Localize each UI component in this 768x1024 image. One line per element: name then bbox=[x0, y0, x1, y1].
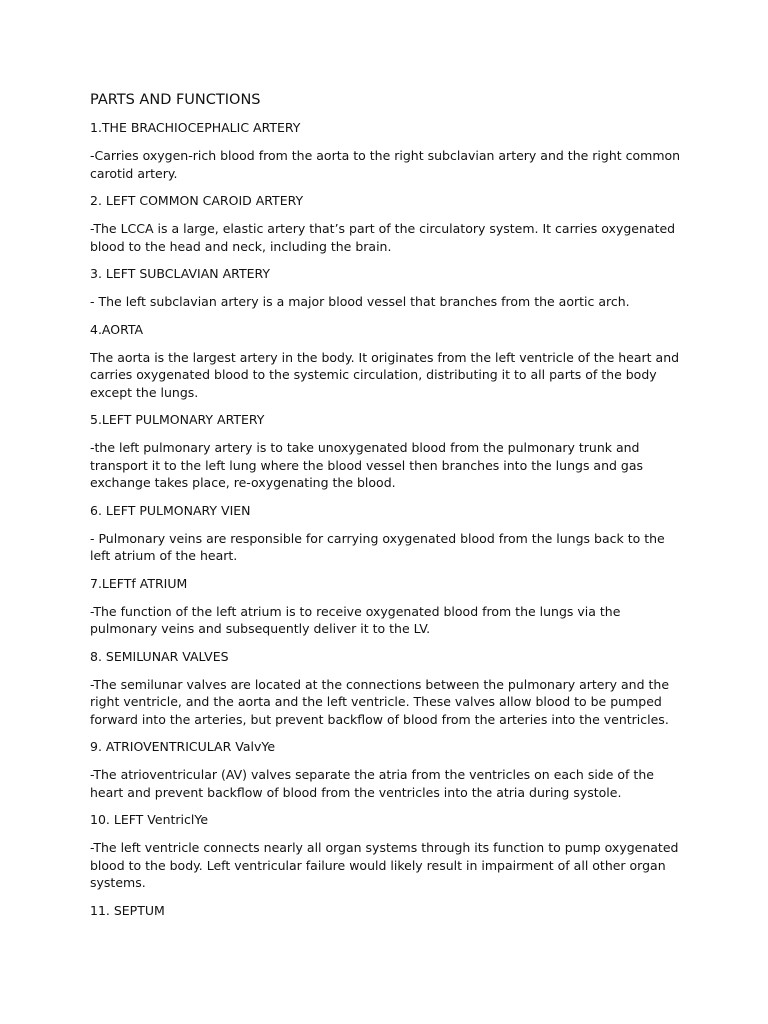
section-heading-left-common-carotid-artery: 2. LEFT COMMON CAROID ARTERY bbox=[90, 193, 304, 208]
section-heading-left-atrium: 7.LEFTf ATRIUM bbox=[90, 575, 188, 591]
section-heading-left-subclavian-artery: 3. LEFT SUBCLAVIAN ARTERY bbox=[90, 266, 271, 281]
section-heading-left-pulmonary-artery: 5.LEFT PULMONARY ARTERY bbox=[90, 412, 265, 427]
section-body-aorta: The aorta is the largest artery in the body. It originates from the left ventricle of the heart and carries oxygenated blood to the systemic circulation, distributing it to all parts of the body except the lungs. bbox=[90, 349, 680, 400]
section-body-left-atrium: -The function of the left atrium is to receive oxygenated blood from the lungs via the pulmonary veins and subsequently deliver it to the LV. bbox=[90, 603, 621, 636]
section-body-left-pulmonary-vein: - Pulmonary veins are responsible for carrying oxygenated blood from the lungs back to the left atrium of the heart. bbox=[90, 530, 665, 563]
document-page bbox=[90, 90, 682, 930]
section-body-left-common-carotid-artery: -The LCCA is a large, elastic artery that’s part of the circulatory system. It carries oxygenated blood to the head and neck, including the brain. bbox=[90, 221, 676, 254]
section-heading-aorta: 4.AORTA bbox=[90, 321, 144, 337]
section-body-left-subclavian-artery: - The left subclavian artery is a major blood vessel that branches from the aortic arch. bbox=[90, 294, 630, 309]
section-heading-atrioventricular-valve: 9. ATRIOVENTRICULAR ValvYe bbox=[90, 739, 276, 754]
section-body-left-ventricle: -The left ventricle connects nearly all organ systems through its function to pump oxygenated blood to the body. Left ventricular failure would likely result in impairment of all other organ systems. bbox=[90, 840, 679, 890]
section-heading-septum: 11. SEPTUM bbox=[90, 902, 165, 918]
section-body-brachiocephalic-artery: -Carries oxygen-rich blood from the aorta to the right subclavian artery and the right common carotid artery. bbox=[90, 148, 681, 181]
page-title: PARTS AND FUNCTIONS bbox=[90, 92, 261, 108]
section-heading-left-pulmonary-vein: 6. LEFT PULMONARY VIEN bbox=[90, 502, 251, 518]
section-heading-semilunar-valves: 8. SEMILUNAR VALVES bbox=[90, 648, 229, 664]
section-heading-brachiocephalic-artery: 1.THE BRACHIOCEPHALIC ARTERY bbox=[90, 120, 301, 135]
section-body-atrioventricular-valve: -The atrioventricular (AV) valves separate the atria from the ventricles on each side of the heart and prevent backflow of blood from the ventricles into the atria during systole. bbox=[90, 767, 654, 800]
section-body-semilunar-valves: -The semilunar valves are located at the connections between the pulmonary artery and the right ventricle, and the aorta and the left ventricle. These valves allow blood to be pumped forward into the arteries, but prevent backflow of blood from the arteries into the ventricles. bbox=[90, 676, 670, 727]
section-heading-left-ventricle: 10. LEFT VentriclYe bbox=[90, 812, 209, 827]
section-body-left-pulmonary-artery: -the left pulmonary artery is to take unoxygenated blood from the pulmonary trunk and transport it to the left lung where the blood vessel then branches into the lungs and gas exchange takes place, re-oxygenating the blood. bbox=[90, 440, 644, 490]
